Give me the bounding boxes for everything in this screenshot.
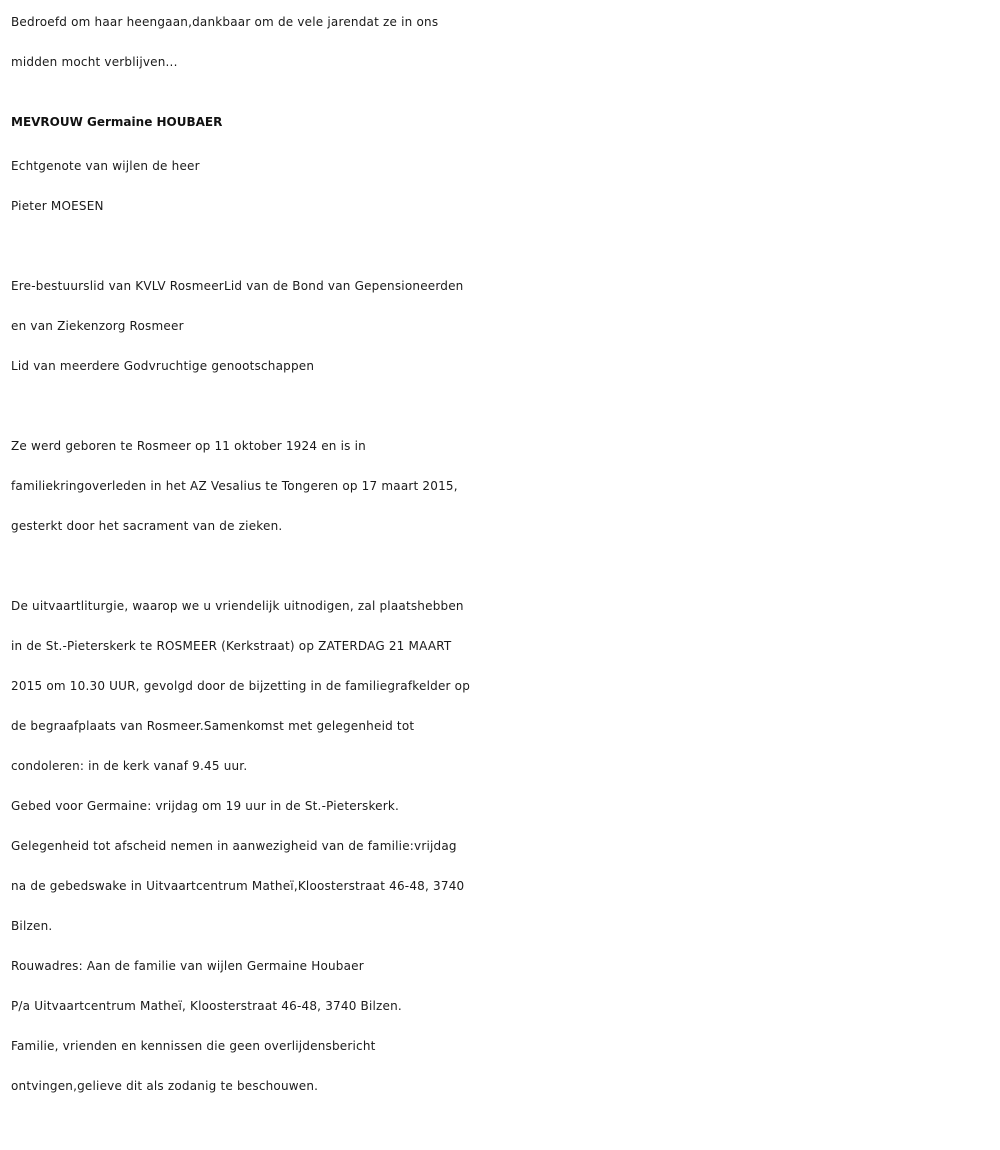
paragraph-spacer xyxy=(11,386,991,426)
memberships-paragraph xyxy=(11,266,991,386)
intro-paragraph xyxy=(11,2,991,82)
birth-death-line: gesterkt door het sacrament van de zieken. xyxy=(11,519,283,533)
spouse-line: Echtgenote van wijlen de heer xyxy=(11,159,200,173)
deceased-name: MEVROUW Germaine HOUBAER xyxy=(11,115,223,129)
intro-line: Bedroefd om haar heengaan,dankbaar om de vele jarendat ze in ons xyxy=(11,15,439,29)
prayer-line: Gebed voor Germaine: vrijdag om 19 uur in de St.-Pieterskerk. xyxy=(11,799,400,813)
intro-line: midden mocht verblijven... xyxy=(11,55,178,69)
farewell-line: Gelegenheid tot afscheid nemen in aanwezigheid van de familie:vrijdag xyxy=(11,839,457,853)
birth-death-paragraph xyxy=(11,426,991,546)
farewell-line: na de gebedswake in Uitvaartcentrum Matheï,Kloosterstraat 46-48, 3740 xyxy=(11,879,465,893)
funeral-line: De uitvaartliturgie, waarop we u vriendelijk uitnodigen, zal plaatshebben xyxy=(11,599,464,613)
farewell-line: Bilzen. xyxy=(11,919,53,933)
funeral-line: 2015 om 10.30 UUR, gevolgd door de bijzetting in de familiegrafkelder op xyxy=(11,679,471,693)
paragraph-spacer xyxy=(11,226,991,266)
spouse-paragraph xyxy=(11,146,991,226)
funeral-line: de begraafplaats van Rosmeer.Samenkomst met gelegenheid tot xyxy=(11,719,415,733)
obituary-notice xyxy=(11,0,991,1106)
membership-line: en van Ziekenzorg Rosmeer xyxy=(11,319,184,333)
birth-death-line: familiekringoverleden in het AZ Vesalius te Tongeren op 17 maart 2015, xyxy=(11,479,458,493)
funeral-paragraph xyxy=(11,586,991,1106)
closing-line: ontvingen,gelieve dit als zodanig te beschouwen. xyxy=(11,1079,319,1093)
closing-line: Familie, vrienden en kennissen die geen overlijdensbericht xyxy=(11,1039,376,1053)
membership-line: Lid van meerdere Godvruchtige genootschappen xyxy=(11,359,315,373)
birth-death-line: Ze werd geboren te Rosmeer op 11 oktober 1924 en is in xyxy=(11,439,366,453)
mourning-address-line: Rouwadres: Aan de familie van wijlen Germaine Houbaer xyxy=(11,959,364,973)
membership-line: Ere-bestuurslid van KVLV RosmeerLid van de Bond van Gepensioneerden xyxy=(11,279,464,293)
spouse-line: Pieter MOESEN xyxy=(11,199,104,213)
funeral-line: condoleren: in de kerk vanaf 9.45 uur. xyxy=(11,759,248,773)
mourning-address-line: P/a Uitvaartcentrum Matheï, Kloosterstraat 46-48, 3740 Bilzen. xyxy=(11,999,402,1013)
funeral-line: in de St.-Pieterskerk te ROSMEER (Kerkstraat) op ZATERDAG 21 MAART xyxy=(11,639,452,653)
paragraph-spacer xyxy=(11,546,991,586)
